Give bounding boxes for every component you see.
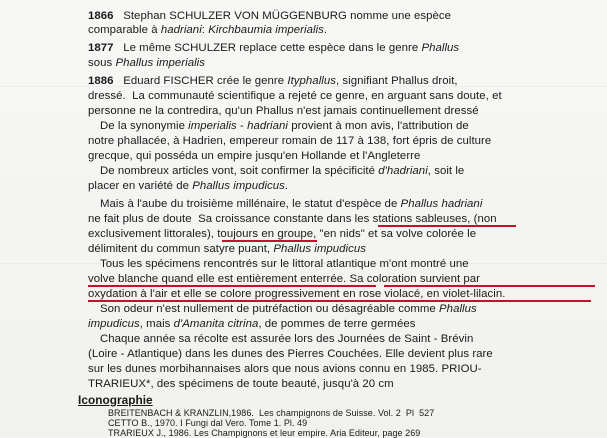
text-segment: hadriani	[247, 120, 288, 132]
text-segment: Phallus impudicus	[273, 243, 367, 255]
text-segment: TRARIEUX*, des spécimens de toute beauté, jusqu'à 20 cm	[88, 378, 394, 390]
text-line	[88, 24, 327, 37]
text-segment: Chaque année sa récolte est assurée lors des Journées de Saint - Brévin	[100, 333, 474, 345]
text-segment: , signifiant Phallus droit,	[335, 75, 458, 87]
text-segment: comparable à	[88, 24, 161, 36]
text-segment: personne ne la contredira, qu'un Phallus n'est jamais continuellement dressé	[88, 105, 479, 117]
text-line	[100, 333, 473, 346]
text-line	[100, 258, 469, 271]
handwritten-underline	[222, 240, 317, 242]
text-segment: BREITENBACH & KRANZLIN,1986. Les champignons de Suisse. Vol. 2 Pl 527	[108, 408, 435, 418]
text-segment: imperialis	[188, 120, 237, 132]
text-segment: , mais	[139, 318, 174, 330]
text-segment: Phallus imperialis	[115, 57, 206, 69]
text-segment: ne fait plus de doute Sa croissance constante dans les stations sableuses, (non	[88, 213, 497, 225]
text-line	[88, 363, 482, 376]
text-segment: 1886	[88, 75, 114, 87]
text-line	[100, 198, 482, 211]
text-segment: impudicus	[88, 318, 140, 330]
text-line	[88, 75, 458, 88]
text-line	[88, 105, 479, 118]
text-line	[88, 348, 493, 361]
text-line	[88, 135, 491, 148]
text-line	[100, 165, 464, 178]
text-segment: Le même SCHULZER replace cette espèce dans le genre	[113, 42, 422, 54]
text-line	[88, 150, 420, 163]
text-segment: .	[284, 180, 289, 192]
text-segment: Eduard FISCHER crée le genre	[113, 75, 288, 87]
text-line	[88, 90, 502, 103]
text-line	[88, 318, 416, 331]
text-segment: Tous les spécimens rencontrés sur le littoral atlantique m'ont montré une	[100, 258, 469, 270]
text-segment: -	[236, 120, 248, 132]
text-segment: Stephan	[113, 10, 170, 22]
text-line	[100, 303, 477, 316]
text-segment: Iconographie	[78, 393, 153, 407]
text-segment: Phallus	[421, 42, 460, 54]
text-line	[88, 243, 366, 256]
text-segment: volve blanche quand elle est entièrement enterrée. Sa coloration survient par	[88, 273, 480, 285]
text-segment: délimitent du commun satyre puant,	[88, 243, 274, 255]
text-segment: SCHULZER VON MÜGGENBURG	[169, 10, 347, 22]
section-heading	[78, 394, 153, 407]
text-segment: Phallus	[439, 303, 477, 315]
text-segment: d'hadriani	[378, 165, 428, 177]
text-segment: CETTO B., 1970. I Fungi dal Vero. Tome 1. Pl. 49	[108, 418, 308, 428]
text-segment: De la synonymie	[100, 120, 189, 132]
text-segment: dressé. La communauté scientifique a rejeté ce genre, en arguant sans doute, et	[88, 90, 502, 102]
text-segment: placer en variété de	[88, 180, 193, 192]
text-segment: provient à mon avis, l'attribution de	[288, 120, 469, 132]
handwritten-underline	[384, 285, 595, 287]
text-segment: oxydation à l'air et elle se colore progressivement en rose violacé, en violet-lilacin.	[88, 288, 506, 300]
text-line	[88, 57, 205, 70]
text-segment: 1866	[88, 10, 114, 22]
text-segment: 1877	[88, 42, 114, 54]
text-segment: .	[323, 24, 328, 36]
text-segment: exclusivement littorales), toujours en groupe, "en nids" et sa volve colorée le	[88, 228, 477, 240]
text-segment: Phallus impudicus	[192, 180, 285, 192]
text-segment: , soit le	[427, 165, 465, 177]
text-segment: (Loire - Atlantique) dans les dunes des Pierres Couchées. Elle devient plus rare	[88, 348, 493, 360]
text-segment: Kirchbaumia imperialis	[208, 24, 324, 36]
reference-entry	[108, 408, 434, 418]
text-segment: Ityphallus	[287, 75, 336, 87]
reference-entry	[108, 418, 307, 428]
text-segment: nomme une espèce	[346, 10, 451, 22]
text-segment: grecque, qui posséda un empire jusqu'en Hollande et l'Angleterre	[88, 150, 421, 162]
text-segment: hadriani	[160, 24, 202, 36]
handwritten-underline	[88, 285, 376, 287]
text-segment: De nombreux articles vont, soit confirmer la spécificité	[100, 165, 379, 177]
handwritten-underline	[88, 300, 591, 302]
text-segment: sur les dunes morbihannaises alors que nous avions connu en 1985. PRIOU-	[88, 363, 482, 375]
text-segment: Son odeur n'est nullement de putréfaction ou désagréable comme	[100, 303, 440, 315]
text-segment: d'Amanita citrina	[173, 318, 259, 330]
handwritten-underline	[378, 225, 516, 227]
text-segment: notre phallacée, à Hadrien, empereur romain de 117 à 138, fort épris de culture	[88, 135, 492, 147]
text-segment: Phallus hadriani	[400, 198, 483, 210]
text-line	[88, 180, 288, 193]
text-segment: TRARIEUX J., 1986. Les Champignons et leur empire. Aria Editeur, page 269	[108, 428, 421, 438]
text-segment: , de pommes de terre germées	[258, 318, 416, 330]
text-line	[88, 10, 451, 23]
text-segment: :	[201, 24, 209, 36]
text-line	[88, 378, 394, 391]
text-line	[100, 120, 469, 133]
text-segment: sous	[88, 57, 116, 69]
text-line	[88, 42, 459, 55]
text-segment: Mais à l'aube du troisième millénaire, le statut d'espèce de	[100, 198, 401, 210]
